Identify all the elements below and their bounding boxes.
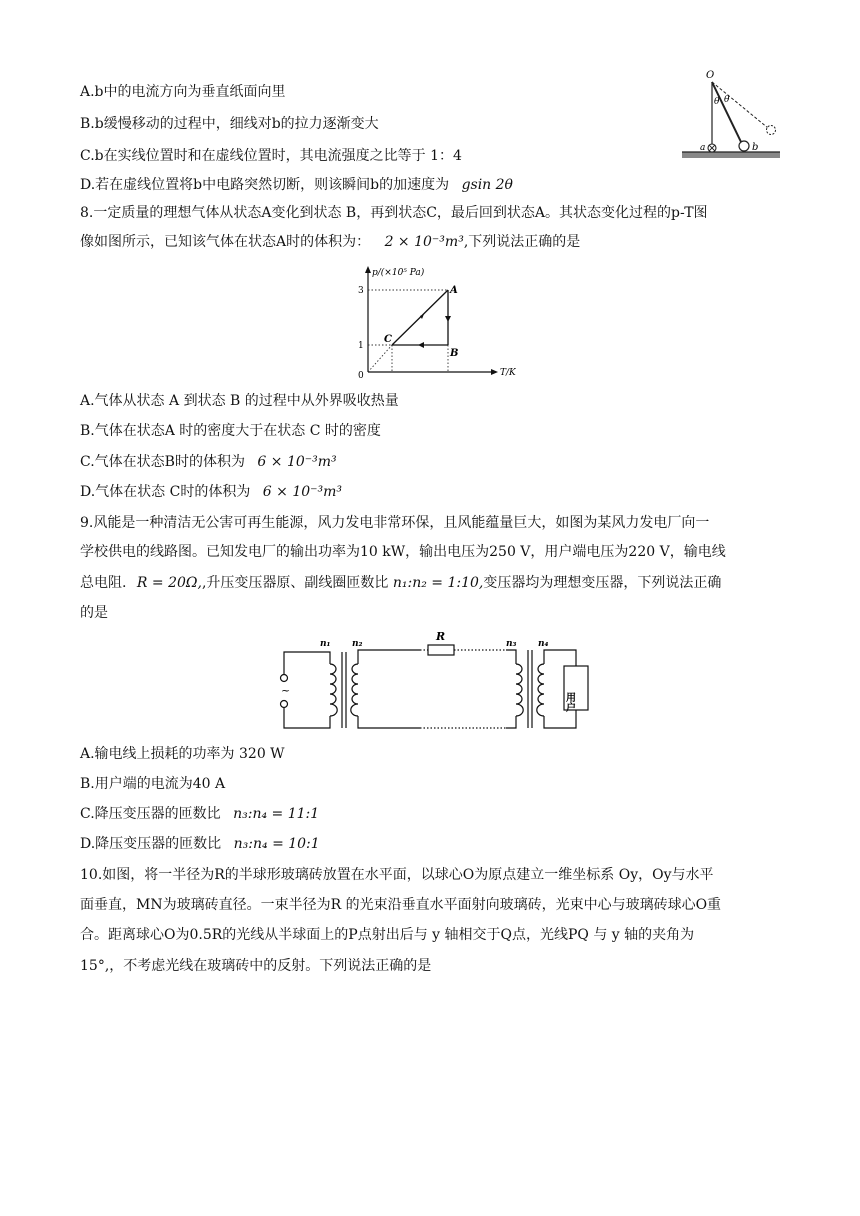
q8-option-a: A.气体从状态 A 到状态 B 的过程中从外界吸收热量 — [80, 393, 399, 409]
q8-volume-a: 2 × 10⁻³m³ — [384, 234, 464, 250]
q8-option-b: B.气体在状态A 时的密度大于在状态 C 时的密度 — [80, 423, 381, 439]
conductor-b-dashed — [767, 126, 776, 135]
q7-option-b: B.b缓慢移动的过程中，细线对b的拉力逐渐变大 — [80, 116, 379, 132]
label-n4: n₄ — [538, 639, 549, 649]
q8-stem-text: 像如图所示，已知该气体在状态A时的体积为： — [80, 234, 371, 250]
process-c-to-a — [392, 290, 448, 345]
q7-option-d-math: gsin 2θ — [461, 177, 513, 193]
q8-option-d-math: 6 × 10⁻³m³ — [262, 484, 343, 500]
q9-stem-mid: ,升压变压器原、副线圈匝数比 — [201, 575, 389, 591]
q7-pendulum-figure — [672, 66, 788, 166]
label-user: 用户 — [563, 692, 575, 712]
y-axis-label: p/(×10⁵ Pa) — [372, 268, 425, 278]
resistor-r — [428, 645, 454, 655]
label-o: O — [706, 70, 715, 81]
q8-option-c-math: 6 × 10⁻³m³ — [257, 454, 337, 470]
q9-option-d — [80, 834, 320, 854]
label-theta-2: θ — [724, 95, 730, 105]
q9-option-a: A.输电线上损耗的功率为 320 W — [80, 746, 285, 762]
ac-source-symbol: ~ — [281, 684, 291, 697]
coil-n1 — [330, 664, 337, 716]
q9-option-b: B.用户端的电流为40 A — [80, 776, 226, 792]
q9-option-c-text: C.降压变压器的匝数比 — [80, 806, 221, 822]
point-a-label: A — [450, 285, 458, 296]
point-c-label: C — [384, 334, 392, 345]
q9-stem-line4: 的是 — [80, 605, 108, 621]
y-tick-1: 1 — [358, 341, 364, 351]
point-b-label: B — [450, 348, 459, 359]
terminal-bottom — [281, 701, 288, 708]
q8-stem-line2 — [80, 232, 580, 252]
thread-solid — [712, 82, 742, 144]
q8-option-c — [80, 452, 337, 472]
coil-n2 — [351, 664, 358, 716]
q9-option-d-math: n₃:n₄ = 10:1 — [233, 836, 320, 852]
q9-stem-line2: 学校供电的线路图。已知发电厂的输出功率为10 kW，输出电压为250 V，用户端电压为220 V，输电线 — [80, 544, 726, 560]
label-r: R — [436, 630, 446, 643]
q8-pt-chart — [344, 262, 516, 386]
terminal-top — [281, 675, 288, 682]
q10-line1: 10.如图，将一半径为R的半球形玻璃砖放置在水平面，以球心O为原点建立一维坐标系 Oy，Oy与水平 — [80, 867, 714, 883]
q10-line2: 面垂直，MN为玻璃砖直径。一束半径为R 的光束沿垂直水平面射向玻璃砖，光束中心与玻璃砖球心O重 — [80, 897, 722, 913]
origin-label: 0 — [358, 371, 364, 381]
q9-stem-line3 — [80, 573, 721, 593]
x-axis-label: T/K — [500, 368, 516, 378]
q9-option-c-math: n₃:n₄ = 11:1 — [233, 806, 320, 822]
label-n3: n₃ — [506, 639, 517, 649]
q9-option-d-text: D.降压变压器的匝数比 — [80, 836, 222, 852]
label-b: b — [752, 142, 759, 153]
q8-option-d-text: D.气体在状态 C时的体积为 — [80, 484, 251, 500]
q8-option-d — [80, 482, 342, 502]
q7-option-d — [80, 175, 513, 195]
label-a: a — [700, 143, 706, 153]
q9-stem-line1: 9.风能是一种清洁无公害可再生能源，风力发电非常环保，且风能蕴量巨大，如图为某风力发电厂向一 — [80, 515, 710, 531]
coil-n3 — [516, 664, 523, 716]
q7-option-a: A.b中的电流方向为垂直纸面向里 — [80, 84, 286, 100]
q10-line3: 合。距离球心O为0.5R的光线从半球面上的P点射出后与 y 轴相交于Q点，光线PQ 与 y 轴的夹角为 — [80, 927, 695, 943]
q8-stem-line1: 8.一定质量的理想气体从状态A变化到状态 B，再到状态C，最后回到状态A。其状态变化过程的p-T图 — [80, 205, 708, 221]
label-n2: n₂ — [352, 639, 363, 649]
q10-line4: 15°,，不考虑光线在玻璃砖中的反射。下列说法正确的是 — [80, 958, 432, 974]
q9-option-c — [80, 804, 319, 824]
q9-stem-post: 变压器均为理想变压器，下列说法正确 — [483, 575, 722, 591]
q9-stem-pre: 总电阻. — [80, 575, 127, 591]
label-theta-1: θ — [714, 97, 720, 107]
q9-turns-ratio: n₁:n₂ = 1:10, — [392, 575, 484, 591]
label-n1: n₁ — [320, 639, 331, 649]
coil-n4 — [537, 664, 544, 716]
q9-resistance: R = 20Ω, — [136, 575, 202, 591]
q9-circuit-figure — [270, 628, 600, 738]
q7-option-c: C.b在实线位置时和在虚线位置时，其电流强度之比等于 1：4 — [80, 148, 462, 164]
ground-surface — [682, 152, 780, 158]
q8-stem-post: ,下列说法正确的是 — [463, 234, 581, 250]
y-tick-3: 3 — [358, 286, 364, 296]
q8-option-c-text: C.气体在状态B时的体积为 — [80, 454, 245, 470]
conductor-b-solid — [739, 141, 749, 151]
thread-dashed — [712, 82, 768, 128]
q7-option-d-text: D.若在虚线位置将b中电路突然切断，则该瞬间b的加速度为 — [80, 177, 450, 193]
